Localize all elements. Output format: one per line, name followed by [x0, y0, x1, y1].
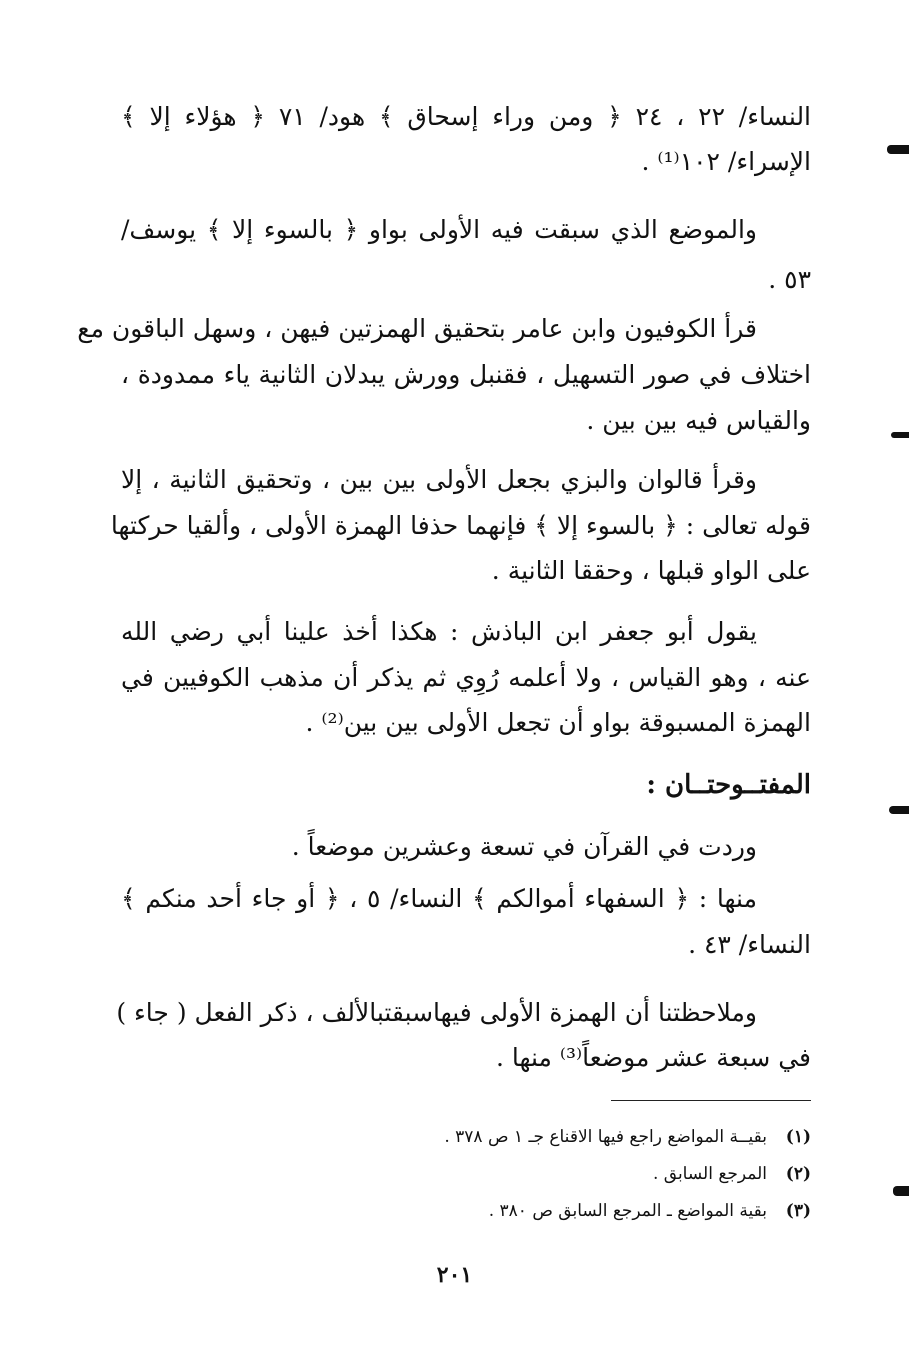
text-line-4: ٥٣ . — [768, 265, 811, 294]
text-line-15: وردت في القرآن في تسعة وعشرين موضعاً . — [291, 832, 757, 861]
text-line-1: النساء/ ٢٢ ، ٢٤ ﴿ ومن وراء إسحاق ﴾ هود/ ٧١ ﴿ هؤلاء إلا ﴾ — [121, 102, 812, 131]
footnote-text: المرجع السابق . — [652, 1164, 767, 1184]
text-line-6: اختلاف في صور التسهيل ، فقنبل وورش يبدلان الثانية ياء ممدودة ، — [121, 360, 811, 389]
text-line-10: على الواو قبلها ، وحققا الثانية . — [491, 556, 811, 585]
footnote-3 — [489, 1200, 811, 1222]
margin-binding-mark — [891, 432, 909, 438]
footnote-text: بقية المواضع ـ المرجع السابق ص ٣٨٠ . — [488, 1201, 767, 1221]
text-line-3: والموضع الذي سبقت فيه الأولى بواو ﴿ بالسوء إلا ﴾ يوسف/ — [121, 215, 757, 244]
text-line-8: وقرأ قالوان والبزي بجعل الأولى بين بين ، وتحقيق الثانية ، إلا — [121, 465, 757, 494]
margin-binding-mark — [889, 806, 909, 814]
footnote-2 — [653, 1163, 811, 1185]
footnote-text: بقيــة المواضع راجع فيها الاقناع جـ ١ ص ٣٧٨ . — [444, 1127, 767, 1147]
text-line-11: يقول أبو جعفر ابن الباذش : هكذا أخذ علينا أبي رضي الله — [121, 617, 757, 646]
footnote-1 — [444, 1126, 811, 1148]
text-line-9: قوله تعالى : ﴿ بالسوء إلا ﴾ فإنهما حذفا الهمزة الأولى ، وألقيا حركتها — [110, 511, 811, 540]
footnote-separator — [611, 1100, 811, 1101]
text-line-18: وملاحظتنا أن الهمزة الأولى فيهاسبقتبالألف ، ذكر الفعل ( جاء ) — [116, 998, 757, 1027]
text-line-12: عنه ، وهو القياس ، ولا أعلمه رُوِي ثم يذكر أن مذهب الكوفيين في — [121, 663, 811, 692]
footnote-number: (٢) — [785, 1164, 811, 1184]
text-line-13: الهمزة المسبوقة بواو أن تجعل الأولى بين بين⁽²⁾ . — [305, 708, 811, 737]
footnote-number: (١) — [785, 1127, 811, 1147]
text-line-19: في سبعة عشر موضعاً⁽³⁾ منها . — [495, 1043, 811, 1072]
text-line-2: الإسراء/ ١٠٢⁽¹⁾ . — [641, 147, 811, 176]
margin-binding-mark — [887, 145, 909, 154]
section-heading: المفتــوحتــان : — [646, 770, 811, 800]
text-line-16: منها : ﴿ السفهاء أموالكم ﴾ النساء/ ٥ ، ﴿ أو جاء أحد منكم ﴾ — [121, 884, 757, 913]
page-number: ٢٠١ — [436, 1262, 473, 1288]
footnote-number: (٣) — [785, 1201, 811, 1221]
margin-binding-mark — [893, 1186, 909, 1196]
text-line-17: النساء/ ٤٣ . — [688, 930, 811, 959]
text-line-5: قرأ الكوفيون وابن عامر بتحقيق الهمزتين فيهن ، وسهل الباقون مع — [77, 314, 757, 343]
text-line-7: والقياس فيه بين بين . — [586, 406, 811, 435]
